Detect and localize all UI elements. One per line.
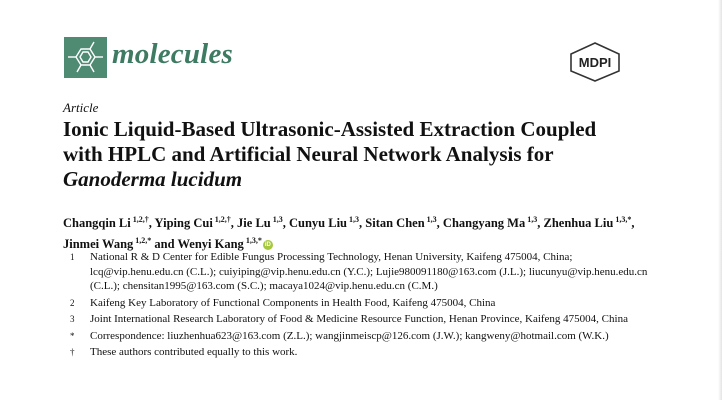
author-affiliation-marker: 1,3: [525, 215, 538, 224]
author-separator: ,: [631, 216, 635, 231]
article-title: Ionic Liquid-Based Ultrasonic-Assisted Extraction Coupled with HPLC and Artificial Neural Network Analysis for Ganoderma lucidum: [63, 117, 597, 191]
author-affiliation-marker: 1,2,†: [212, 215, 231, 224]
author-separator: and: [151, 237, 178, 252]
affiliation-marker: *: [70, 330, 75, 341]
affiliation-marker: 1: [70, 252, 75, 262]
author-affiliation-marker: 1,3,*: [613, 215, 632, 224]
author-separator: ,: [359, 216, 366, 231]
author-separator: ,: [537, 216, 544, 231]
author-affiliation-marker: 1,3,*: [243, 236, 262, 246]
author-name[interactable]: Cunyu Liu: [288, 216, 348, 231]
author-affiliation-marker: 1,3: [347, 215, 360, 224]
affiliation-text: National R & D Center for Edible Fungus Processing Technology, Henan University, Kaifeng 475004, China; lcq@vip.henu.edu.cn (C.L.); cuiyiping@vip.henu.edu.cn (Y.C.); Lujie980091180@163.com (J.L.); liucunyu@vip.henu.edu.cn (C.L.); chensitan1995@163.com (S.C.); macaya1024@vip.henu.edu.cn (C.M.): [90, 251, 648, 292]
author-separator: ,: [230, 216, 238, 231]
affiliation-text: These authors contributed equally to this work.: [90, 346, 298, 358]
author-list: [63, 211, 643, 253]
journal-name: molecules: [112, 38, 234, 70]
affiliation-marker: 2: [70, 297, 75, 308]
affiliation-row: [64, 329, 664, 344]
article-type: Article: [63, 100, 99, 115]
orcid-icon[interactable]: iD: [264, 242, 271, 249]
affiliation-text: Kaifeng Key Laboratory of Functional Components in Health Food, Kaifeng 475004, China: [90, 296, 496, 309]
page-edge-shadow: [718, 0, 722, 400]
affiliation-marker: †: [70, 347, 75, 357]
author-name[interactable]: Wenyi Kang: [177, 237, 244, 252]
author-name[interactable]: Jinmei Wang: [63, 237, 134, 252]
affiliation-row: [64, 250, 664, 294]
affiliation-row: [64, 296, 664, 311]
affiliations: [64, 250, 664, 362]
author-affiliation-marker: 1,2,*: [133, 236, 152, 246]
author-affiliation-marker: 1,3: [424, 215, 437, 224]
author-separator: ,: [436, 216, 443, 231]
author-name[interactable]: Sitan Chen: [365, 216, 425, 231]
author-separator: ,: [148, 216, 155, 231]
author-name[interactable]: Zhenhua Liu: [543, 216, 614, 231]
author-name[interactable]: Jie Lu: [237, 216, 271, 231]
author-separator: ,: [282, 216, 289, 231]
affiliation-text: Joint International Research Laboratory of Food & Medicine Resource Function, Henan Province, Kaifeng 475004, China: [90, 313, 628, 325]
molecule-hexagon-icon: [64, 37, 107, 78]
author-affiliation-marker: 1,2,†: [130, 215, 149, 224]
affiliation-row: [64, 312, 664, 327]
author-affiliation-marker: 1,3: [270, 215, 283, 224]
author-name[interactable]: Changqin Li: [63, 216, 131, 231]
affiliation-row: [64, 345, 664, 360]
author-name[interactable]: Changyang Ma: [442, 216, 526, 231]
affiliation-text: Correspondence: liuzhenhua623@163.com (Z.L.); wangjinmeiscp@126.com (J.W.); kangweny@hotmail.com (W.K.): [90, 329, 609, 342]
author-name[interactable]: Yiping Cui: [154, 216, 213, 231]
journal-logo: [64, 37, 107, 78]
publisher-label: MDPI: [578, 55, 612, 70]
mdpi-logo: [569, 42, 621, 82]
affiliation-marker: 3: [70, 314, 75, 324]
title-species: Ganoderma lucidum: [63, 167, 243, 191]
